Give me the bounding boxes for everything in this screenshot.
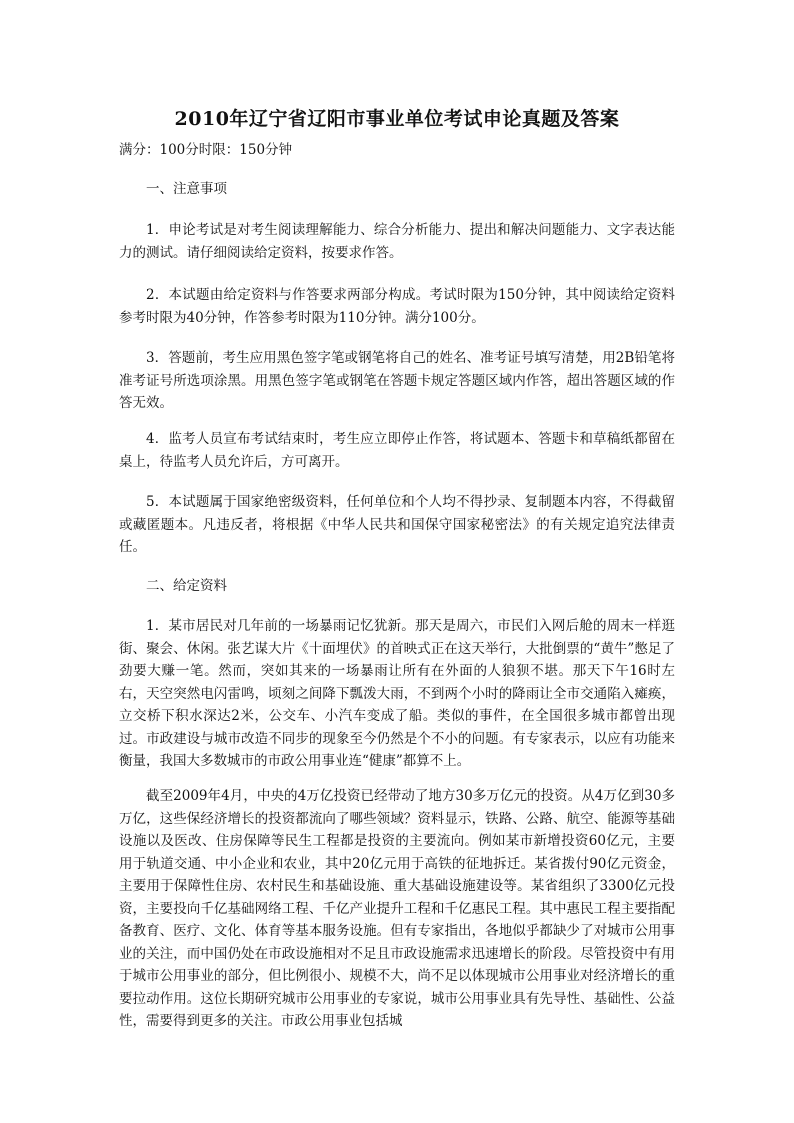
- note-item: 3．答题前，考生应用黑色签字笔或钢笔将自己的姓名、准考证号填写清楚，用2B铅笔将准考证号所选项涂黑。用黑色签字笔或钢笔在答题卡规定答题区域内作答，超出答题区域的作答无效。: [119, 350, 675, 411]
- section-heading-notes: 一、注意事项: [146, 181, 227, 197]
- note-item: 1．申论考试是对考生阅读理解能力、综合分析能力、提出和解决问题能力、文字表达能力的测试。请仔细阅读给定资料，按要求作答。: [119, 222, 675, 261]
- note-item: 4．监考人员宣布考试结束时，考生应立即停止作答，将试题本、答题卡和草稿纸都留在桌上，待监考人员允许后，方可离开。: [119, 431, 675, 470]
- section-heading-materials: 二、给定资料: [146, 578, 227, 594]
- score-time-line: 满分：100分时限：150分钟: [119, 142, 293, 158]
- note-item: 5．本试题属于国家绝密级资料，任何单位和个人均不得抄录、复制题本内容，不得截留或藏匿题本。凡违反者，将根据《中华人民共和国保守国家秘密法》的有关规定追究法律责任。: [119, 494, 675, 555]
- material-paragraph: 1．某市居民对几年前的一场暴雨记忆犹新。那天是周六，市民们入网后舱的周末一样逛街、聚会、休闲。张艺谋大片《十面埋伏》的首映式正在这天举行，大批倒票的“黄牛”憋足了劲要大赚一笔。然而，突如其来的一场暴雨让所有在外面的人狼狈不堪。那天下午16时左右，天空突然电闪雷鸣，顷刻之间降下瓢泼大雨，不到两个小时的降雨让全市交通陷入瘫痪，立交桥下积水深达2米，公交车、小汽车变成了船。类似的事件，在全国很多城市都曾出现过。市政建设与城市改造不同步的现象至今仍然是个不小的问题。有专家表示，以应有功能来衡量，我国大多数城市的市政公用事业连“健康”都算不上。: [119, 618, 675, 769]
- material-paragraph: 截至2009年4月，中央的4万亿投资已经带动了地方30多万亿元的投资。从4万亿到30多万亿，这些保经济增长的投资都流向了哪些领域？资料显示，铁路、公路、航空、能源等基础设施以及医改、住房保障等民生工程都是投资的主要流向。例如某市新增投资60亿元，主要用于轨道交通、中小企业和农业，其中20亿元用于高铁的征地拆迁。某省拨付90亿元资金，主要用于保障性住房、农村民生和基础设施、重大基础设施建设等。某省组织了3300亿元投资，主要投向千亿基础网络工程、千亿产业提升工程和千亿惠民工程。其中惠民工程主要指配备教育、医疗、文化、体育等基本服务设施。但有专家指出，各地似乎都缺少了对城市公用事业的关注，而中国仍处在市政设施相对不足且市政设施需求迅速增长的阶段。尽管投资中有用于城市公用事业的部分，但比例很小、规模不大，尚不足以体现城市公用事业对经济增长的重要拉动作用。这位长期研究城市公用事业的专家说，城市公用事业具有先导性、基础性、公益性，需要得到更多的关注。市政公用事业包括城: [119, 788, 675, 1029]
- note-item: 2．本试题由给定资料与作答要求两部分构成。考试时限为150分钟，其中阅读给定资料参考时限为40分钟，作答参考时限为110分钟。满分100分。: [119, 287, 675, 326]
- document-title: 2010年辽宁省辽阳市事业单位考试申论真题及答案: [174, 108, 620, 130]
